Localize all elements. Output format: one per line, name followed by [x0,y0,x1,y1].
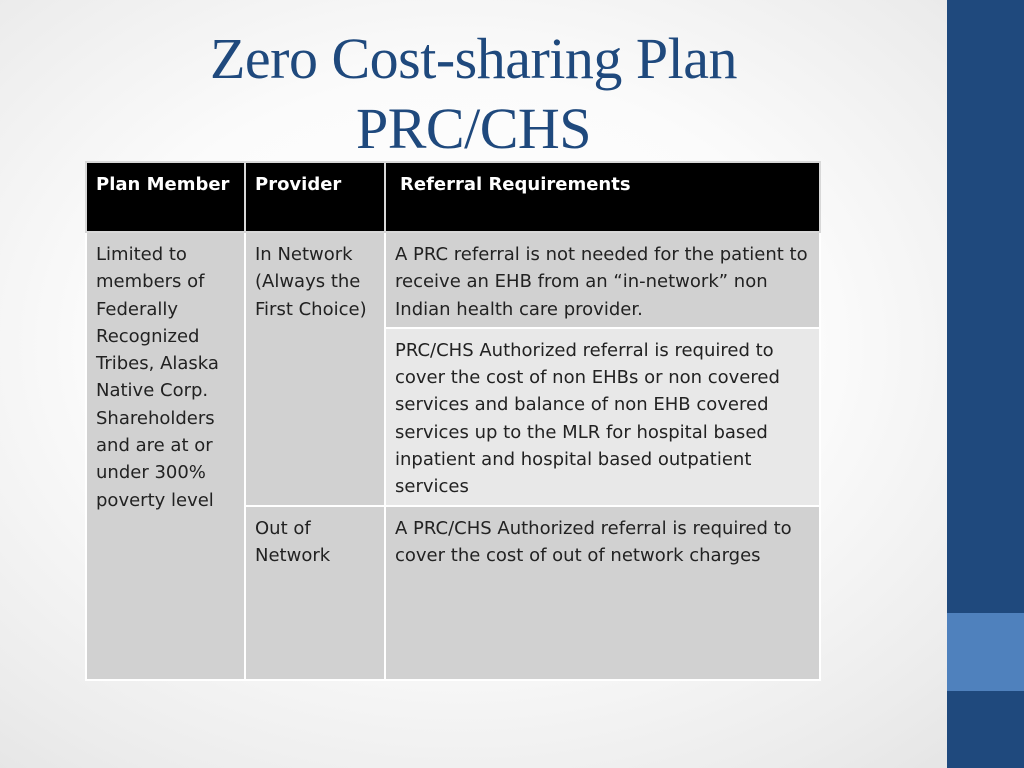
out-of-network-requirement: A PRC/CHS Authorized referral is required to cover the cost of out of network charges [385,506,820,680]
slide-title [0,24,947,164]
out-of-network-cell: Out of Network [245,506,385,680]
plan-member-cell: Limited to members of Federally Recognized Tribes, Alaska Native Corp. Shareholders and are at or under 300% poverty level [86,232,245,680]
slide-title-line1: Zero Cost-sharing Plan [209,26,738,91]
header-plan-member: Plan Member [86,162,245,232]
slide-title-line2: PRC/CHS [355,96,592,161]
side-bar-accent [947,613,1024,691]
header-provider: Provider [245,162,385,232]
in-network-requirement-2: PRC/CHS Authorized referral is required to cover the cost of non EHBs or non covered services and balance of non EHB covered services up to the MLR for hospital based inpatient and hospital based outpatient services [385,328,820,506]
in-network-cell: In Network (Always the First Choice) [245,232,385,506]
header-referral-requirements: Referral Requirements [385,162,820,232]
table-header-row [86,162,820,232]
table-row [86,232,820,328]
referral-table [85,161,821,681]
in-network-requirement-1: A PRC referral is not needed for the patient to receive an EHB from an “in-network” non Indian health care provider. [385,232,820,328]
